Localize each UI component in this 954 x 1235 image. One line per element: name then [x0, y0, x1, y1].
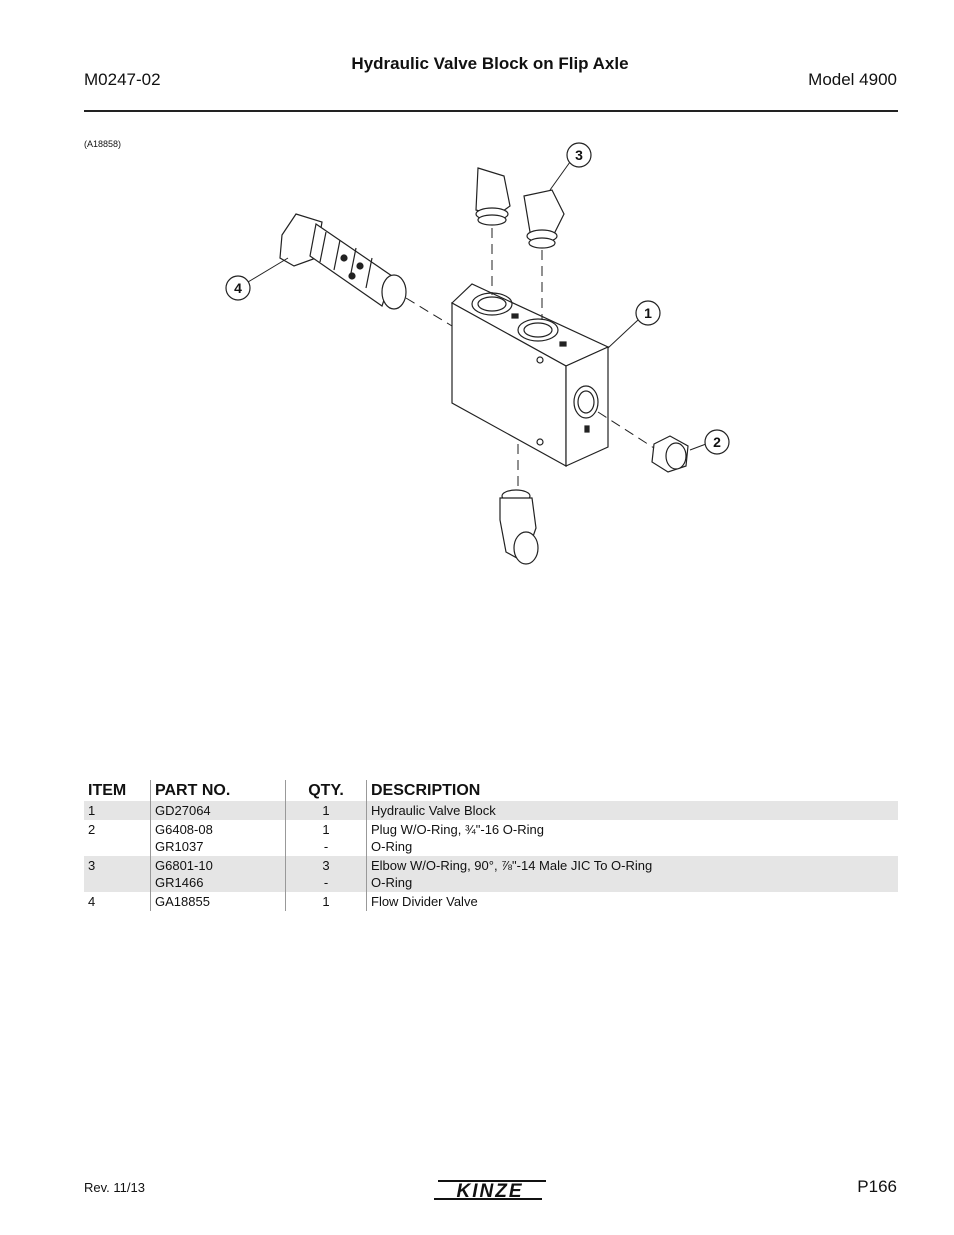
- parts-table: [84, 780, 898, 911]
- elbow-fitting-right-drawing: [524, 190, 564, 248]
- model-label: Model 4900: [808, 70, 897, 89]
- table-row: [84, 892, 898, 911]
- description-secondary: O-Ring: [371, 875, 413, 890]
- description: Hydraulic Valve Block: [367, 801, 899, 820]
- description: Flow Divider Valve: [367, 892, 899, 911]
- callout-1: 1: [644, 305, 652, 321]
- header-item: ITEM: [88, 782, 127, 799]
- part-number: GD27064: [151, 801, 286, 820]
- valve-block-drawing: [452, 284, 608, 466]
- quantity: 3: [322, 858, 330, 873]
- header-description: DESCRIPTION: [367, 780, 899, 801]
- description: Elbow W/O-Ring, 90°, ⅞"-14 Male JIC To O-Ring: [371, 858, 653, 873]
- table-header-row: [84, 780, 898, 801]
- table-row: [84, 856, 898, 892]
- callout-4: 4: [234, 280, 242, 296]
- quantity: 1: [286, 892, 367, 911]
- part-number-secondary: GR1037: [155, 839, 204, 854]
- elbow-fitting-bottom-drawing: [500, 490, 538, 564]
- figure-reference: (A18858): [84, 139, 122, 149]
- item-number: 1: [84, 801, 151, 820]
- quantity-secondary: -: [323, 839, 329, 854]
- item-number: 4: [88, 894, 96, 909]
- exploded-parts-diagram: [200, 130, 760, 590]
- part-number-secondary: GR1466: [155, 875, 204, 890]
- document-number: M0247-02: [84, 70, 161, 89]
- revision-label: Rev. 11/13: [84, 1180, 145, 1195]
- flow-divider-valve-drawing: [280, 214, 406, 309]
- elbow-fitting-left-drawing: [476, 168, 510, 225]
- item-number: 3: [84, 856, 151, 892]
- quantity: 1: [322, 822, 330, 837]
- page-number: P166: [857, 1177, 897, 1196]
- part-number: GA18855: [151, 892, 286, 911]
- page-title: Hydraulic Valve Block on Flip Axle: [351, 54, 629, 73]
- part-number: G6801-10: [155, 858, 213, 873]
- header-qty: QTY.: [286, 780, 367, 801]
- header-part-no: PART NO.: [151, 780, 286, 801]
- quantity-secondary: -: [323, 875, 329, 890]
- description: Plug W/O-Ring, ¾"-16 O-Ring: [371, 822, 544, 837]
- header-divider: [84, 110, 898, 112]
- quantity: 1: [286, 801, 367, 820]
- item-number: 2: [88, 822, 96, 837]
- description-secondary: O-Ring: [371, 839, 413, 854]
- logo-text: KINZE: [456, 1181, 524, 1202]
- callout-2: 2: [713, 434, 721, 450]
- table-row: [84, 801, 898, 820]
- callout-3: 3: [575, 147, 583, 163]
- part-number: G6408-08: [155, 822, 213, 837]
- plug-drawing: [652, 436, 688, 472]
- kinze-logo: [432, 1176, 552, 1204]
- table-row: [84, 820, 898, 856]
